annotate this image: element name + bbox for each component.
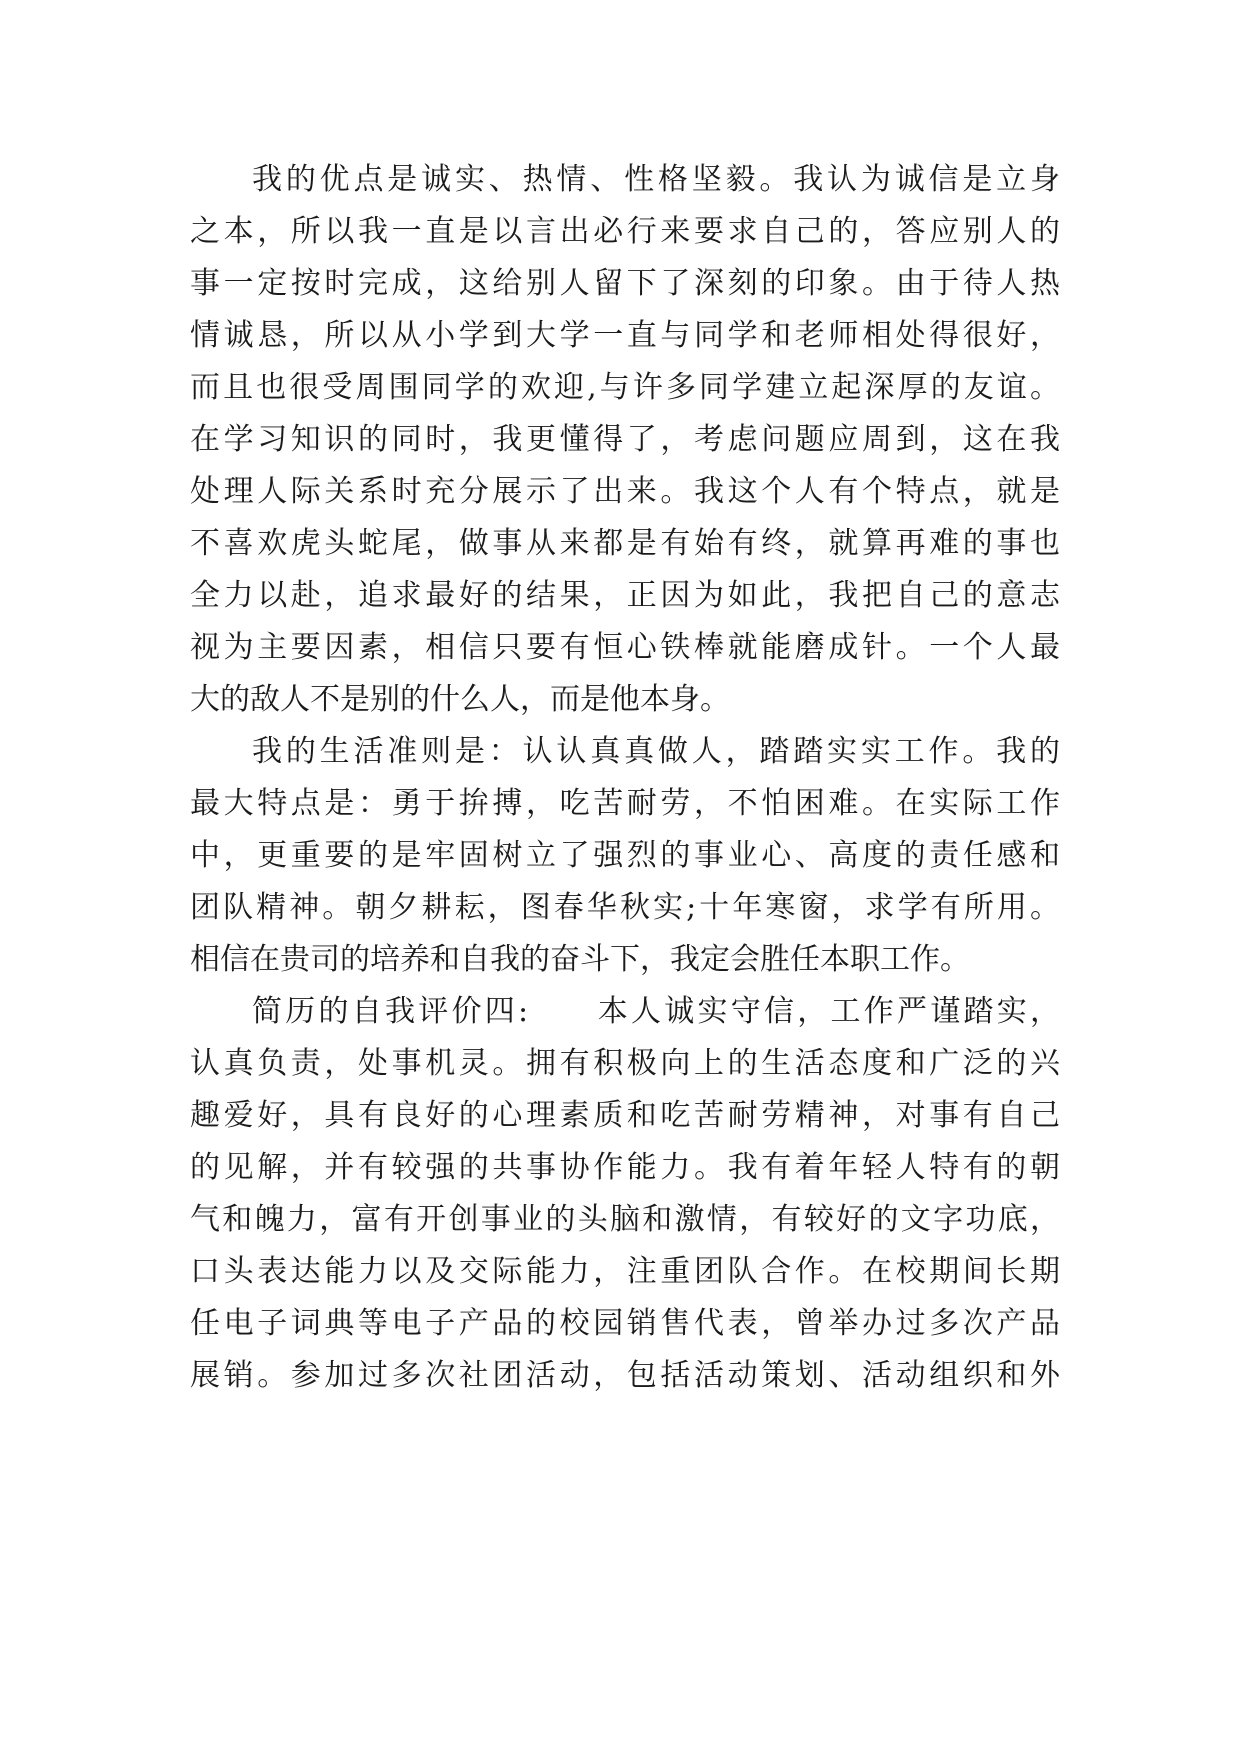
paragraph-2-line-1: 我的生活准则是：认认真真做人，踏踏实实工作。我的 — [252, 734, 1060, 769]
paragraph-3-line-2: 认真负责，处事机灵。拥有积极向上的生活态度和广泛的兴 — [190, 1046, 1060, 1081]
document-body — [190, 154, 1060, 1402]
paragraph-2-line-3: 中，更重要的是牢固树立了强烈的事业心、高度的责任感和 — [190, 838, 1060, 873]
paragraph-2-line-2: 最大特点是：勇于拚搏，吃苦耐劳，不怕困难。在实际工作 — [190, 786, 1060, 821]
paragraph-1-line-4: 情诚恳，所以从小学到大学一直与同学和老师相处得很好， — [190, 318, 1060, 353]
paragraph-2-line-5: 相信在贵司的培养和自我的奋斗下，我定会胜任本职工作。 — [190, 942, 970, 977]
paragraph-2-line-4: 团队精神。朝夕耕耘，图春华秋实;十年寒窗，求学有所用。 — [190, 890, 1060, 925]
paragraph-1-line-7: 处理人际关系时充分展示了出来。我这个人有个特点，就是 — [190, 474, 1060, 509]
paragraph-3-line-6: 口头表达能力以及交际能力，注重团队合作。在校期间长期 — [190, 1254, 1060, 1289]
paragraph-1-line-6: 在学习知识的同时，我更懂得了，考虑问题应周到，这在我 — [190, 422, 1060, 457]
paragraph-3-line-8: 展销。参加过多次社团活动，包括活动策划、活动组织和外 — [190, 1358, 1060, 1393]
paragraph-1-line-8: 不喜欢虎头蛇尾，做事从来都是有始有终，就算再难的事也 — [190, 526, 1060, 561]
paragraph-3-line-5: 气和魄力，富有开创事业的头脑和激情，有较好的文字功底， — [190, 1202, 1060, 1237]
paragraph-1-line-10: 视为主要因素，相信只要有恒心铁棒就能磨成针。一个人最 — [190, 630, 1060, 665]
paragraph-1-line-3: 事一定按时完成，这给别人留下了深刻的印象。由于待人热 — [190, 266, 1060, 301]
paragraph-3-line-7: 任电子词典等电子产品的校园销售代表，曾举办过多次产品 — [190, 1306, 1060, 1341]
paragraph-3-line-1: 简历的自我评价四: 本人诚实守信，工作严谨踏实， — [252, 994, 1060, 1029]
paragraph-1-line-11: 大的敌人不是别的什么人，而是他本身。 — [190, 682, 730, 717]
paragraph-1-line-5: 而且也很受周围同学的欢迎,与许多同学建立起深厚的友谊。 — [190, 370, 1060, 405]
paragraph-1-line-2: 之本，所以我一直是以言出必行来要求自己的，答应别人的 — [190, 214, 1060, 249]
paragraph-3-line-4: 的见解，并有较强的共事协作能力。我有着年轻人特有的朝 — [190, 1150, 1060, 1185]
paragraph-3-line-3: 趣爱好，具有良好的心理素质和吃苦耐劳精神，对事有自己 — [190, 1098, 1060, 1133]
paragraph-1-line-1: 我的优点是诚实、热情、性格坚毅。我认为诚信是立身 — [252, 162, 1060, 197]
paragraph-1-line-9: 全力以赴，追求最好的结果，正因为如此，我把自己的意志 — [190, 578, 1060, 613]
